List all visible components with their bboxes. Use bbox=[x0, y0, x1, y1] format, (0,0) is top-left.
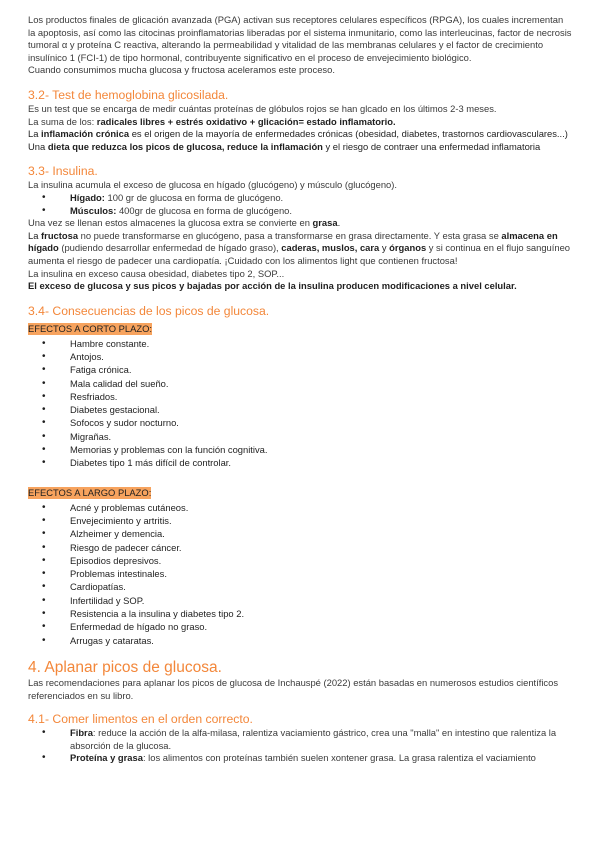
list-item: • Enfermedad de hígado no graso. bbox=[28, 620, 572, 633]
list-item: • Arrugas y cataratas. bbox=[28, 634, 572, 647]
intro-paragraph: Los productos finales de glicación avanzada (PGA) activan sus receptores celulares específicos (RPGA), los cuales incrementan la apoptosis, así como las citocinas proinflamatorias liberadas por el sistema inmunitario, como las interleucinas, factor de necrosis tumoral α y proteína C reactiva, alterando la permeabilidad y vitalidad de las membranas celulares y el factor de crecimiento insulínico 1 (FCI-1) de tipo hormonal, contribuyente significativo en el proceso de envejecimiento biológico. bbox=[28, 14, 572, 63]
s33-line-4: La insulina en exceso causa obesidad, diabetes tipo 2, SOP... bbox=[28, 267, 285, 279]
long-term-effects-list bbox=[28, 501, 572, 647]
s41-food-order-list bbox=[28, 727, 572, 765]
short-term-effects-list bbox=[28, 337, 572, 470]
list-item: • Hígado: 100 gr de glucosa en forma de glucógeno. bbox=[28, 192, 572, 205]
list-item: • Envejecimiento y artritis. bbox=[28, 514, 572, 527]
section-3-4-heading: 3.4- Consecuencias de los picos de glucosa. bbox=[28, 303, 270, 318]
list-item: • Mala calidad del sueño. bbox=[28, 377, 572, 390]
s32-line-3: La inflamación crónica es el origen de la mayoría de enfermedades crónicas (obesidad, diabetes, trastornos cardiovasculares...) bbox=[28, 128, 568, 140]
s33-line-1: La insulina acumula el exceso de glucosa en hígado (glucógeno) y músculo (glucógeno). bbox=[28, 179, 397, 191]
list-item: • Memorias y problemas con la función cognitiva. bbox=[28, 443, 572, 456]
s4-paragraph: Las recomendaciones para aplanar los picos de glucosa de Inchauspé (2022) están basadas en numerosos estudios científicos referenciados en su libro. bbox=[28, 676, 559, 701]
list-item: • Sofocos y sudor nocturno. bbox=[28, 416, 572, 429]
s32-line-1: Es un test que se encarga de medir cuántas proteínas de glóbulos rojos se han glcado en los últimos 2-3 meses. bbox=[28, 102, 497, 114]
list-item: • Diabetes tipo 1 más difícil de controlar. bbox=[28, 456, 572, 469]
long-term-effects-label: EFECTOS A LARGO PLAZO: bbox=[28, 486, 152, 498]
section-3-2-heading: 3.2- Test de hemoglobina glicosilada. bbox=[28, 87, 229, 102]
list-item: • Músculos: 400gr de glucosa en forma de glucógeno. bbox=[28, 205, 572, 218]
list-item: • Proteína y grasa: los alimentos con proteínas también suelen xontener grasa. La grasa ralentiza el vaciamiento bbox=[28, 752, 572, 765]
s33-line-2: Una vez se llenan estos almacenes la glucosa extra se convierte en grasa. bbox=[28, 217, 341, 229]
list-item: • Episodios depresivos. bbox=[28, 554, 572, 567]
section-3-3-heading: 3.3- Insulina. bbox=[28, 164, 98, 179]
list-item: • Antojos. bbox=[28, 350, 572, 363]
list-item: • Riesgo de padecer cáncer. bbox=[28, 541, 572, 554]
s33-line-3: La fructosa no puede transformarse en glucógeno, pasa a transformarse en grasa directamente. Y esta grasa se almacena en hígado (pudiendo desarrollar enfermedad de hígado graso), caderas, muslos, cara y órganos y si continua en el flujo sanguíneo aumenta el riesgo de padecer una cardiopatía. ¡Cuidado con los alimentos light que contienen fructosa! bbox=[28, 229, 571, 266]
list-item: • Alzheimer y demencia. bbox=[28, 527, 572, 540]
list-item: • Resfriados. bbox=[28, 390, 572, 403]
s32-line-4: Una dieta que reduzca los picos de glucosa, reduce la inflamación y el riesgo de contraer una enfermedad inflamatoria bbox=[28, 140, 541, 152]
list-item: • Cardiopatías. bbox=[28, 580, 572, 593]
list-item: • Diabetes gestacional. bbox=[28, 403, 572, 416]
list-item: • Acné y problemas cutáneos. bbox=[28, 501, 572, 514]
section-4-heading: 4. Aplanar picos de glucosa. bbox=[28, 658, 222, 676]
list-item: • Fibra: reduce la acción de la alfa-milasa, ralentiza vaciamiento gástrico, crea una "malla" en intestino que ralentiza la absorción de la glucosa. bbox=[28, 727, 572, 752]
list-item: • Resistencia a la insulina y diabetes tipo 2. bbox=[28, 607, 572, 620]
list-item: • Infertilidad y SOP. bbox=[28, 594, 572, 607]
list-item: • Migrañas. bbox=[28, 430, 572, 443]
s32-line-2: La suma de los: radicales libres + estrés oxidativo + glicación= estado inflamatorio. bbox=[28, 115, 396, 127]
short-term-effects-label: EFECTOS A CORTO PLAZO: bbox=[28, 322, 152, 334]
intro-closing-line: Cuando consumimos mucha glucosa y fructosa aceleramos este proceso. bbox=[28, 64, 335, 76]
s33-line-5: El exceso de glucosa y sus picos y bajadas por acción de la insulina producen modificaciones a nivel celular. bbox=[28, 280, 517, 292]
section-4-1-heading: 4.1- Comer limentos en el orden correcto. bbox=[28, 712, 253, 727]
list-item: • Fatiga crónica. bbox=[28, 363, 572, 376]
list-item: • Hambre constante. bbox=[28, 337, 572, 350]
s33-storage-list bbox=[28, 192, 572, 217]
list-item: • Problemas intestinales. bbox=[28, 567, 572, 580]
